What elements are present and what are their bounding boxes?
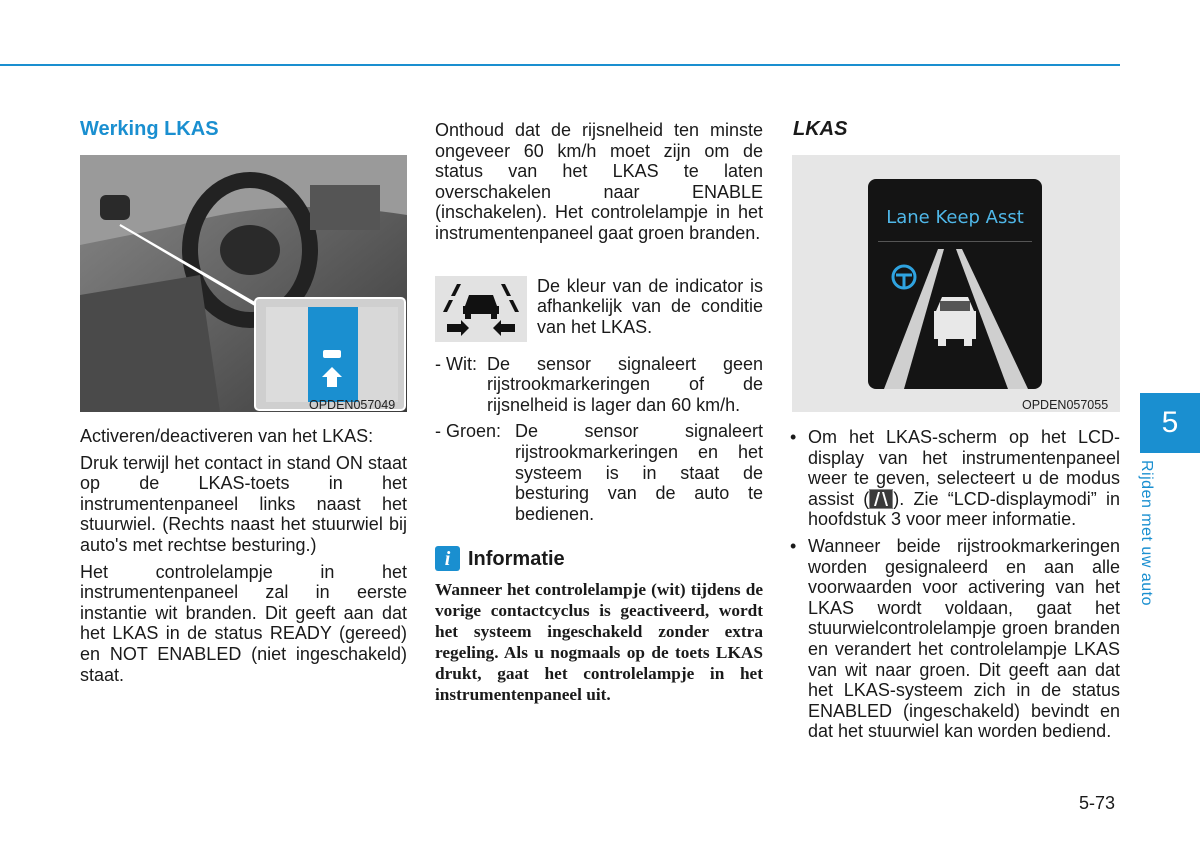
info-icon: i bbox=[435, 546, 460, 571]
right-column-text bbox=[790, 427, 1120, 742]
chapter-number: 5 bbox=[1161, 406, 1179, 439]
page-number: 5-73 bbox=[1079, 793, 1116, 813]
dashboard-photo bbox=[80, 155, 407, 412]
info-title: Informatie bbox=[468, 547, 565, 570]
info-body: Wanneer het controlelampje (wit) tijdens de vorige contactcyclus is geactiveerd, wordt het systeem ingeschakeld zonder extra regeling. Als u nogmaals op de toets LKAS drukt, gaat het controlelampje in het instrumentenpaneel uit. bbox=[435, 580, 763, 705]
legend-item-white bbox=[435, 354, 763, 416]
indicator-block bbox=[435, 276, 763, 342]
paragraph: Het controlelampje in het instrumentenpaneel zal in eerste instantie wit branden. Dit geeft aan dat het LKAS in de status READY (gereed) en NOT ENABLED (niet ingeschakeld) staat. bbox=[80, 561, 407, 685]
legend-key: - Wit: bbox=[435, 353, 477, 374]
figure-caption-left: OPDEN057049 bbox=[309, 398, 396, 412]
lcd-display-figure bbox=[792, 155, 1120, 412]
lkas-indicator-icon bbox=[435, 276, 527, 342]
info-box bbox=[435, 546, 763, 705]
legend-key: - Groen: bbox=[435, 421, 502, 442]
figure-caption-right: OPDEN057055 bbox=[1022, 398, 1109, 412]
section-heading-lkas: LKAS bbox=[793, 118, 848, 140]
chapter-tab bbox=[1140, 393, 1200, 453]
paragraph: Activeren/deactiveren van het LKAS: bbox=[80, 426, 374, 446]
bullet-dot: • bbox=[790, 427, 797, 447]
legend-value: De sensor signaleert rijstrookmarkeringen en het systeem is in staat de besturing van de auto te bedienen. bbox=[515, 421, 763, 524]
dashboard-illustration bbox=[80, 155, 407, 412]
chapter-title-vertical bbox=[1138, 460, 1178, 620]
lane-graphic bbox=[868, 179, 1042, 389]
legend-value: De sensor signaleert geen rijstrookmarkeringen of de rijsnelheid is lager dan 60 km/h. bbox=[487, 353, 763, 415]
top-rule bbox=[0, 64, 1120, 66]
legend-list bbox=[435, 354, 763, 525]
bullet-item bbox=[790, 427, 1120, 530]
bullet-text: Wanneer beide rijstrookmarkeringen worden gesignaleerd en aan alle voorwaarden voor activering van het LKAS wordt voldaan, gaat het stuurwielcontrolelampje groen branden en verandert het controlelampje LKAS van wit naar groen. Dit geeft aan dat het LKAS-systeem zich in de status ENABLED (ingeschakeld) bevindt en dat het stuurwiel kan worden bediend. bbox=[808, 535, 1120, 742]
chapter-title: Rijden met uw auto bbox=[1138, 460, 1155, 606]
info-heading bbox=[435, 546, 763, 571]
paragraph: Onthoud dat de rijsnelheid ten minste ongeveer 60 km/h moet zijn om de status van het LKAS te laten overschakelen naar ENABLE (inschakelen). Het controlelampje in het instrumentenpaneel gaat groen branden. bbox=[435, 120, 763, 243]
indicator-description: De kleur van de indicator is afhankelijk van de conditie van het LKAS. bbox=[537, 275, 763, 337]
section-heading-werking-lkas: Werking LKAS bbox=[80, 118, 219, 140]
bullet-dot: • bbox=[790, 535, 797, 556]
lcd-screen bbox=[868, 179, 1042, 389]
left-column-text bbox=[80, 426, 407, 685]
paragraph: Druk terwijl het contact in stand ON staat op de LKAS-toets in het instrumentenpaneel links naast het stuurwiel. (Rechts naast het stuurwiel bij auto's met rechtse besturing.) bbox=[80, 452, 407, 555]
bullet-text: Om het LKAS-scherm op het LCD-display van het instrumentenpaneel weer te geven, selecteert u de modus assist ( bbox=[808, 427, 1120, 509]
lcd-title: Lane Keep Asst bbox=[886, 207, 1024, 228]
legend-item-green bbox=[435, 421, 763, 524]
bullet-item bbox=[790, 536, 1120, 742]
assist-mode-icon bbox=[869, 489, 893, 509]
bullet-text: ). Zie “LCD-displaymodi” in hoofdstuk 3 voor meer informatie. bbox=[808, 488, 1120, 530]
middle-column-text bbox=[435, 120, 763, 705]
